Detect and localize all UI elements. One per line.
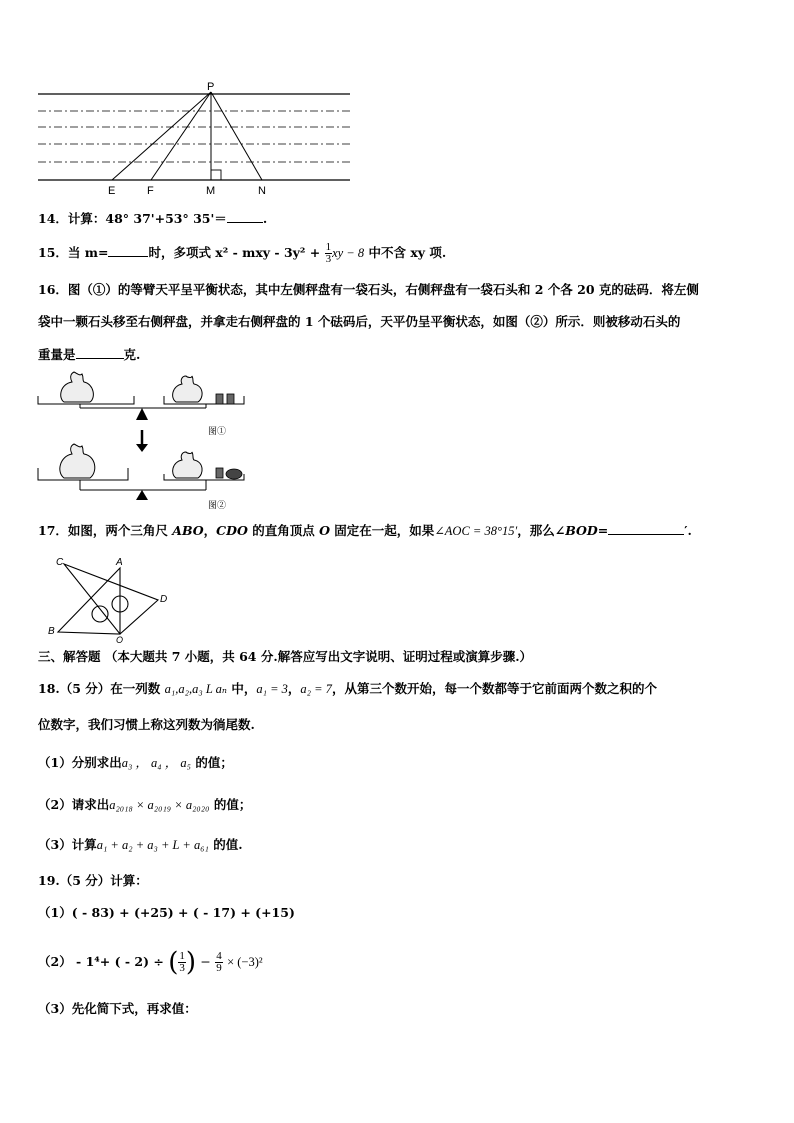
q17-cdo: CDO <box>216 523 248 538</box>
q18-sep: ， <box>287 681 301 696</box>
q18-p2-suffix: 的值； <box>209 797 252 812</box>
q18-p1-suffix: 的值； <box>191 755 233 770</box>
q18-p3-expr: a₁ + a₂ + a₃ + L + a₆₁ <box>96 838 209 852</box>
q19-frac1: $\frac{1}{3}$ <box>179 950 185 974</box>
q14-answer-blank[interactable] <box>227 208 263 223</box>
q19-p2-prefix: （2） - 1⁴+ ( - 2) ÷ <box>38 954 164 969</box>
q15-after-frac: xy − 8 <box>332 246 365 260</box>
label-e: E <box>108 185 116 197</box>
question-19-part2 <box>38 942 263 986</box>
q15-answer-blank[interactable] <box>108 242 148 257</box>
question-18-part2 <box>38 796 251 814</box>
q17-mid: 的直角顶点 <box>247 523 320 538</box>
question-16-line1: 16．图（①）的等臂天平呈平衡状态，其中左侧秤盘有一袋石头，右侧秤盘有一袋石头和 2 个各 20 克的砝码．将左侧 <box>38 282 699 297</box>
section-3-title: 三、解答题 （本大题共 7 小题，共 64 分.解答应写出文字说明、证明过程或演算步骤.） <box>38 649 533 664</box>
q18-p2-expr: a₂₀₁₈ × a₂₀₁₉ × a₂₀₂₀ <box>109 798 210 812</box>
q16-line3-prefix: 重量是 <box>38 347 76 362</box>
q15-fraction: $\frac{1}{3}$ <box>325 241 332 265</box>
label-a: A <box>116 557 123 568</box>
label-m: M <box>206 185 216 197</box>
figure-balance-scales <box>36 368 256 516</box>
q18-p1-terms: a₃ ， a₄ ， a₅ <box>121 756 191 770</box>
figure-triangles <box>44 554 174 644</box>
q14-tail: . <box>262 211 268 226</box>
question-14 <box>38 208 267 228</box>
question-15 <box>38 240 446 266</box>
figure-parallel-lines <box>36 82 356 200</box>
q19-paren-right: ) <box>185 947 197 978</box>
q14-text: 14．计算：48° 37'+53° 35'＝ <box>38 211 227 226</box>
q17-mid3: ，那么 <box>517 523 555 538</box>
q18-suffix: ，从第三个数开始，每一个数都等于它前面两个数之积的个 <box>331 681 657 696</box>
question-18-line2: 位数字，我们习惯上称这列数为徜尾数. <box>38 717 255 732</box>
q19-frac2: $\frac{4}{9}$ <box>216 950 222 974</box>
q17-prefix: 17．如图，两个三角尺 <box>38 523 173 538</box>
q15-prefix: 15．当 m= <box>38 245 109 260</box>
q17-tail: ′. <box>684 523 692 538</box>
q18-mid: 中， <box>227 681 257 696</box>
label-p: P <box>207 82 215 93</box>
q19-paren-left: ( <box>168 947 179 978</box>
q18-p3-prefix: （3）计算 <box>38 837 97 852</box>
q17-sep: ， <box>203 523 217 538</box>
q17-angle-bod: ∠BOD <box>554 523 598 538</box>
question-16-line2: 袋中一颗石头移至右侧秤盘，并拿走右侧秤盘的 1 个砝码后，天平仍呈平衡状态，如图（②）所示．则被移动石头的 <box>38 314 681 329</box>
q18-p1-prefix: （1）分别求出 <box>38 755 122 770</box>
label-b: B <box>48 626 55 637</box>
label-c: C <box>56 557 64 568</box>
q18-a1: a₁ = 3 <box>256 682 288 696</box>
question-19-part3: （3）先化简下式，再求值： <box>38 1001 197 1016</box>
question-18-part1 <box>38 754 233 772</box>
fig2-label: 图② <box>208 500 227 510</box>
q18-a2: a₂ = 7 <box>300 682 332 696</box>
q19-p2-mid: − <box>200 954 211 969</box>
question-17 <box>38 520 692 540</box>
q16-line3-suffix: 克. <box>123 347 141 362</box>
q17-abo: ABO <box>172 523 204 538</box>
question-18-line1 <box>38 680 657 698</box>
label-f: F <box>147 185 154 197</box>
q19-p2-suffix: × (−3)² <box>227 955 263 969</box>
q17-answer-blank[interactable] <box>608 520 684 535</box>
q18-sequence: a₁,a₂,a₃ L aₙ <box>164 682 227 696</box>
q17-eq: = <box>597 523 609 538</box>
label-o: O <box>116 635 124 644</box>
q16-answer-blank[interactable] <box>76 344 124 359</box>
q17-o: O <box>319 523 330 538</box>
label-n: N <box>258 185 266 197</box>
q18-p2-prefix: （2）请求出 <box>38 797 110 812</box>
question-19-part1: （1）( - 83) + (+25) + ( - 17) + (+15) <box>38 905 295 920</box>
q15-mid: 时，多项式 x² - mxy - 3y² + <box>148 245 321 260</box>
fig1-label: 图① <box>208 426 227 436</box>
label-d: D <box>160 594 168 605</box>
question-19-title: 19.（5 分）计算： <box>38 873 148 888</box>
q17-angle-aoc: ∠AOC = 38°15′ <box>434 524 518 538</box>
q17-mid2: 固定在一起，如果 <box>329 523 435 538</box>
q18-p3-suffix: 的值. <box>208 837 243 852</box>
question-16-line3 <box>38 344 140 364</box>
q15-suffix: 中不含 xy 项. <box>364 245 447 260</box>
question-18-part3 <box>38 836 243 854</box>
q18-prefix: 18.（5 分）在一列数 <box>38 681 165 696</box>
